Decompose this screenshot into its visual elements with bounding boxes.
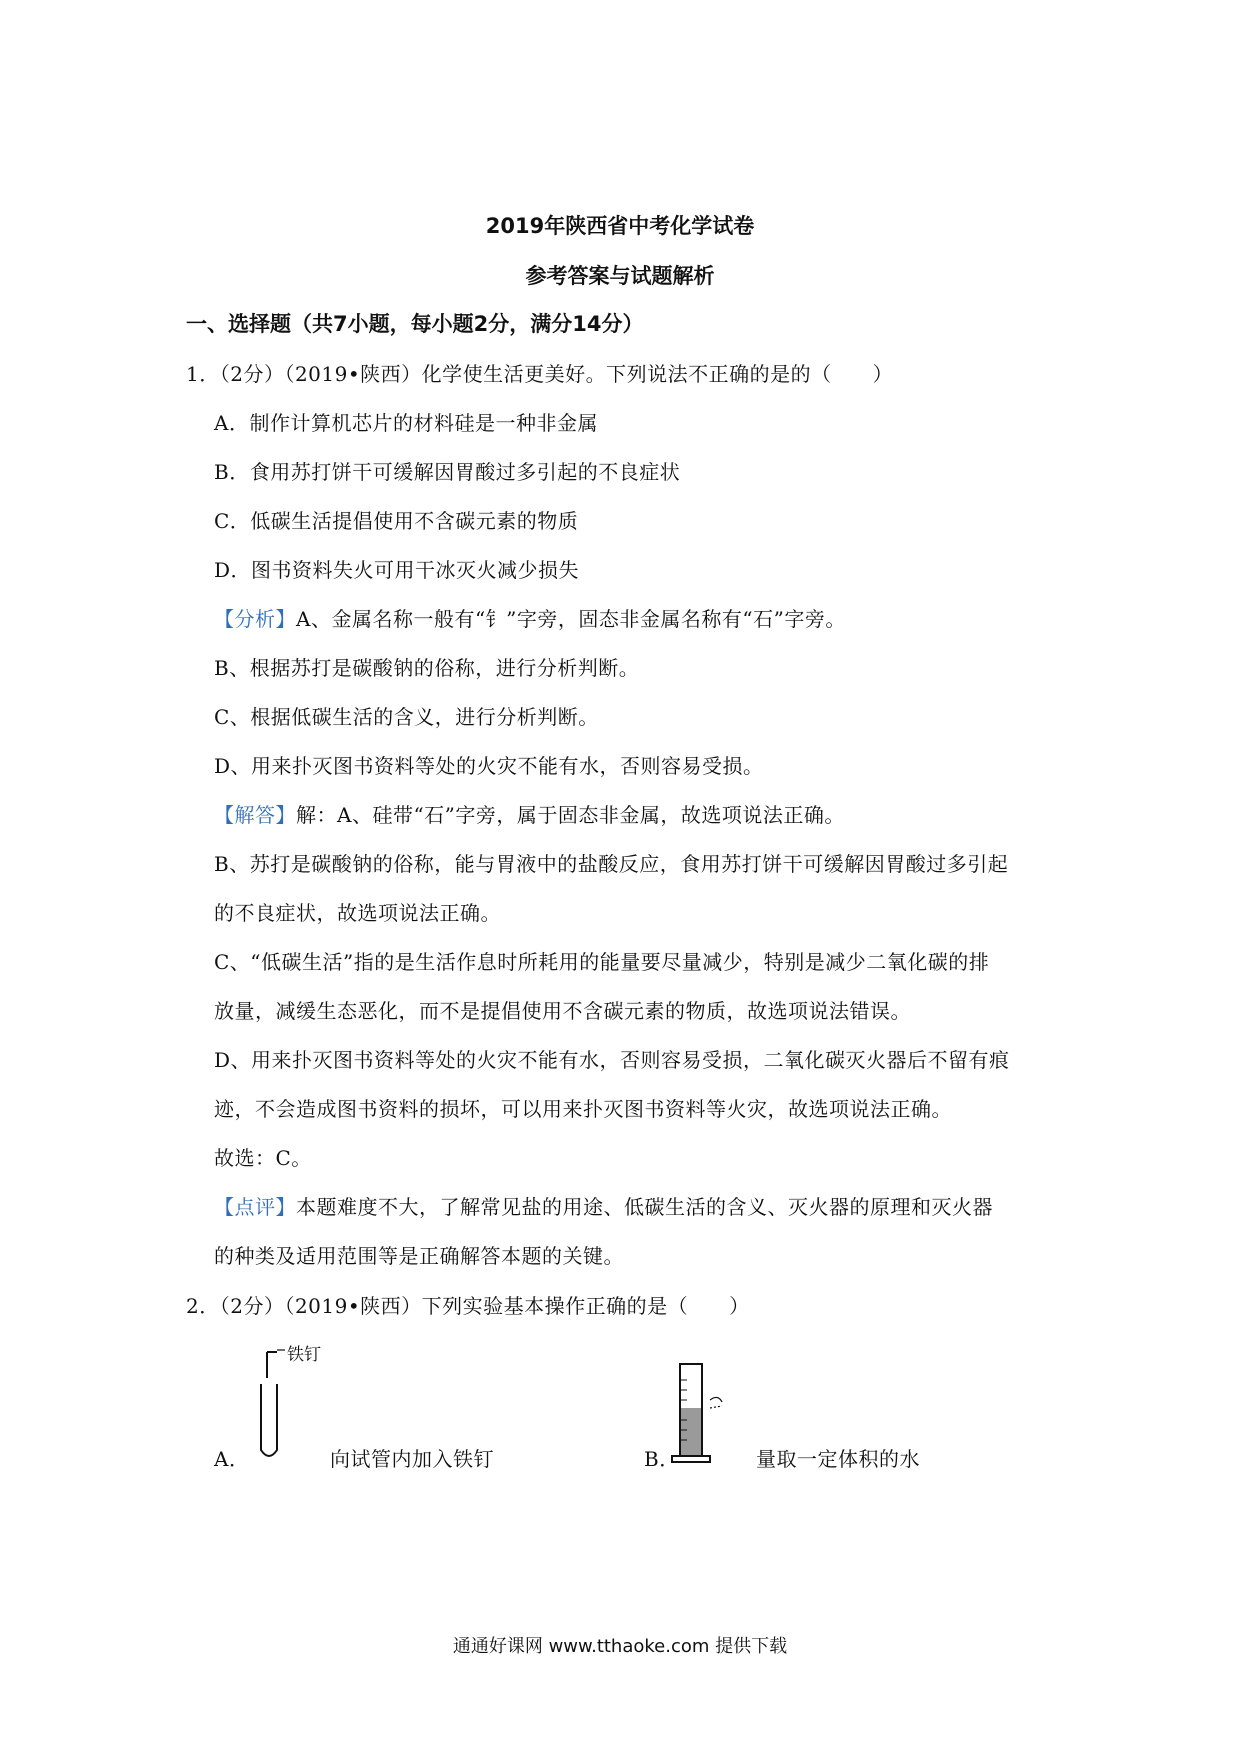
comment-line-1: 【点评】本题难度不大，了解常见盐的用途、低碳生活的含义、灭火器的原理和灭火器 <box>214 1195 993 1219</box>
question-1-option-b: B．食用苏打饼干可缓解因胃酸过多引起的不良症状 <box>214 460 681 484</box>
document-title: 2019年陕西省中考化学试卷 <box>485 214 755 238</box>
question-2-option-b-text: 量取一定体积的水 <box>756 1447 920 1471</box>
analysis-tag: 【分析】 <box>214 607 296 631</box>
question-2-stem: 2．（2分）（2019•陕西）下列实验基本操作正确的是（ ） <box>186 1294 750 1318</box>
answer-line-5: 放量，减缓生态恶化，而不是提倡使用不含碳元素的物质，故选项说法错误。 <box>214 999 911 1023</box>
nail-label: 铁钉 <box>287 1345 321 1365</box>
question-1-option-c: C．低碳生活提倡使用不含碳元素的物质 <box>214 509 579 533</box>
question-2-option-a-text: 向试管内加入铁钉 <box>330 1447 494 1471</box>
analysis-line-1: 【分析】A、金属名称一般有“钅”字旁，固态非金属名称有“石”字旁。 <box>214 607 846 631</box>
answer-line-2: B、苏打是碳酸钠的俗称，能与胃液中的盐酸反应，食用苏打饼干可缓解因胃酸过多引起 <box>214 852 1009 876</box>
document-subtitle: 参考答案与试题解析 <box>525 264 715 288</box>
analysis-line-2: B、根据苏打是碳酸钠的俗称，进行分析判断。 <box>214 656 640 680</box>
graduated-cylinder-figure <box>670 1360 740 1470</box>
question-1-option-d: D．图书资料失火可用干冰灭火减少损失 <box>214 558 580 582</box>
answer-tag: 【解答】 <box>214 803 296 827</box>
analysis-line-4: D、用来扑灭图书资料等处的火灾不能有水，否则容易受损。 <box>214 754 764 778</box>
answer-conclusion: 故选：C。 <box>214 1146 312 1170</box>
question-1-option-a: A．制作计算机芯片的材料硅是一种非金属 <box>214 411 598 435</box>
analysis-line-3: C、根据低碳生活的含义，进行分析判断。 <box>214 705 599 729</box>
question-1-stem: 1．（2分）（2019•陕西）化学使生活更美好。下列说法不正确的是的（ ） <box>186 362 894 386</box>
answer-line-7: 迹，不会造成图书资料的损坏，可以用来扑灭图书资料等火灾，故选项说法正确。 <box>214 1097 952 1121</box>
question-2-option-b-letter: B． <box>644 1447 680 1471</box>
answer-line-6: D、用来扑灭图书资料等处的火灾不能有水，否则容易受损，二氧化碳灭火器后不留有痕 <box>214 1048 1010 1072</box>
comment-tag: 【点评】 <box>214 1195 296 1219</box>
answer-line-1: 【解答】解：A、硅带“石”字旁，属于固态非金属，故选项说法正确。 <box>214 803 845 827</box>
section-heading: 一、选择题（共7小题，每小题2分，满分14分） <box>186 312 644 336</box>
answer-line-3: 的不良症状，故选项说法正确。 <box>214 901 501 925</box>
question-2-option-a-letter: A． <box>214 1447 250 1471</box>
answer-line-4: C、“低碳生活”指的是生活作息时所耗用的能量要尽量减少，特别是减少二氧化碳的排 <box>214 950 990 974</box>
comment-line-2: 的种类及适用范围等是正确解答本题的关键。 <box>214 1244 624 1268</box>
page-footer: 通通好课网 www.tthaoke.com 提供下载 <box>452 1636 788 1657</box>
